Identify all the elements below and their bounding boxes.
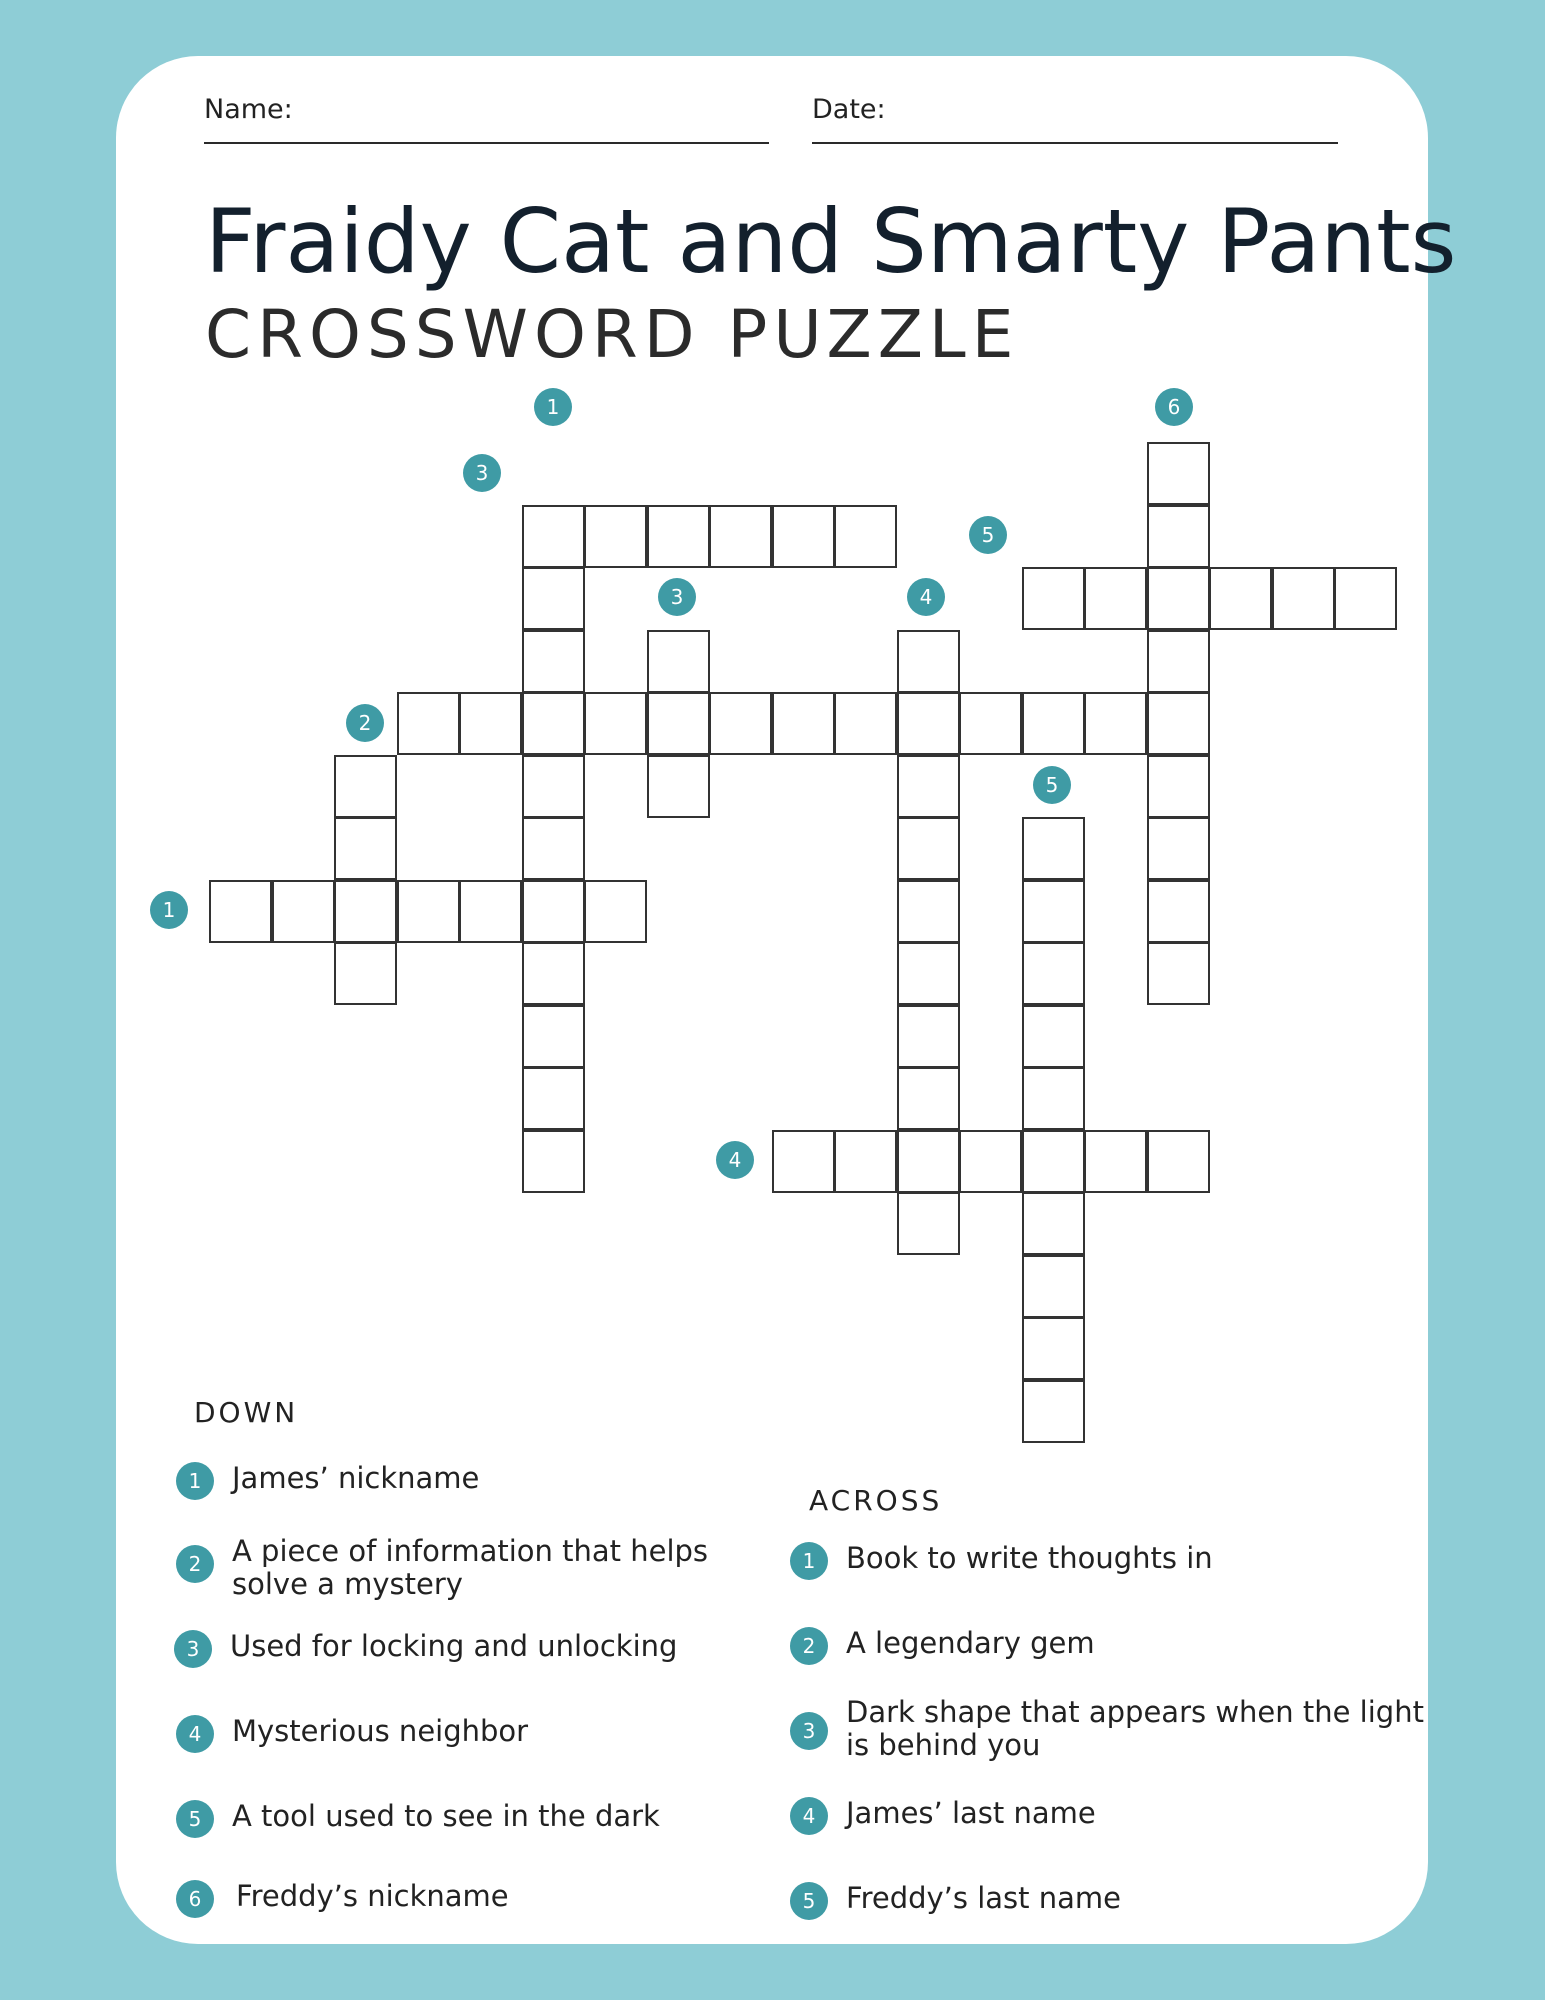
across-clue-number: 2 [790, 1627, 828, 1665]
grid-cell[interactable] [647, 630, 710, 693]
down-clue-number: 5 [176, 1800, 214, 1838]
grid-cell[interactable] [1022, 567, 1085, 630]
grid-cell[interactable] [709, 505, 772, 568]
grid-cell[interactable] [1334, 567, 1397, 630]
grid-number-across-5: 5 [969, 516, 1007, 554]
name-label: Name: [204, 94, 293, 125]
grid-cell[interactable] [834, 692, 897, 755]
grid-cell[interactable] [772, 1130, 835, 1193]
across-clue-number: 4 [790, 1797, 828, 1835]
grid-cell[interactable] [897, 942, 960, 1005]
grid-number-down-5: 5 [1033, 766, 1071, 804]
down-clue-text: A tool used to see in the dark [232, 1799, 660, 1833]
grid-cell[interactable] [897, 1130, 960, 1193]
down-clue-text: James’ nickname [232, 1461, 480, 1495]
grid-cell[interactable] [522, 880, 585, 943]
grid-cell[interactable] [522, 692, 585, 755]
grid-cell[interactable] [1022, 1255, 1085, 1318]
grid-cell[interactable] [459, 692, 522, 755]
grid-cell[interactable] [1209, 567, 1272, 630]
grid-cell[interactable] [1022, 1192, 1085, 1255]
grid-number-down-1: 1 [534, 388, 572, 426]
grid-cell[interactable] [834, 1130, 897, 1193]
down-clue-text: A piece of information that helps solve a mystery [232, 1534, 709, 1601]
down-clue-number: 1 [176, 1462, 214, 1500]
grid-cell[interactable] [209, 880, 272, 943]
grid-cell[interactable] [897, 1192, 960, 1255]
grid-cell[interactable] [834, 505, 897, 568]
grid-cell[interactable] [1022, 1380, 1085, 1443]
grid-cell[interactable] [459, 880, 522, 943]
grid-cell[interactable] [1147, 692, 1210, 755]
grid-cell[interactable] [334, 942, 397, 1005]
across-clue-text: James’ last name [846, 1796, 1096, 1830]
across-clue-text: Book to write thoughts in [846, 1541, 1213, 1575]
grid-cell[interactable] [1147, 817, 1210, 880]
grid-cell[interactable] [1272, 567, 1335, 630]
grid-cell[interactable] [1022, 1130, 1085, 1193]
grid-cell[interactable] [897, 880, 960, 943]
grid-cell[interactable] [1022, 1067, 1085, 1130]
grid-cell[interactable] [1084, 1130, 1147, 1193]
grid-cell[interactable] [1022, 942, 1085, 1005]
grid-cell[interactable] [522, 755, 585, 818]
grid-cell[interactable] [522, 1005, 585, 1068]
grid-number-across-4: 4 [716, 1141, 754, 1179]
grid-cell[interactable] [1147, 1130, 1210, 1193]
puzzle-title: Fraidy Cat and Smarty Pants [205, 190, 1457, 293]
puzzle-subtitle: CROSSWORD PUZZLE [205, 296, 1020, 373]
grid-cell[interactable] [647, 755, 710, 818]
grid-cell[interactable] [522, 567, 585, 630]
grid-number-down-6: 6 [1155, 388, 1193, 426]
grid-cell[interactable] [522, 1130, 585, 1193]
grid-cell[interactable] [1147, 880, 1210, 943]
grid-cell[interactable] [334, 880, 397, 943]
grid-cell[interactable] [522, 1067, 585, 1130]
grid-cell[interactable] [334, 817, 397, 880]
grid-cell[interactable] [584, 505, 647, 568]
down-clue-number: 4 [176, 1715, 214, 1753]
down-clue-number: 2 [176, 1545, 214, 1583]
grid-cell[interactable] [1084, 692, 1147, 755]
grid-cell[interactable] [709, 692, 772, 755]
grid-cell[interactable] [1084, 567, 1147, 630]
across-clue-text: Freddy’s last name [846, 1881, 1121, 1915]
grid-cell[interactable] [584, 880, 647, 943]
grid-cell[interactable] [897, 630, 960, 693]
grid-number-down-3: 3 [658, 578, 696, 616]
grid-cell[interactable] [897, 1005, 960, 1068]
across-clue-text: A legendary gem [846, 1626, 1095, 1660]
down-heading: DOWN [194, 1396, 299, 1429]
grid-cell[interactable] [1147, 567, 1210, 630]
grid-cell[interactable] [959, 692, 1022, 755]
grid-cell[interactable] [397, 880, 460, 943]
grid-cell[interactable] [1022, 692, 1085, 755]
down-clue-text: Mysterious neighbor [232, 1714, 529, 1748]
grid-cell[interactable] [522, 630, 585, 693]
grid-cell[interactable] [1022, 817, 1085, 880]
grid-cell[interactable] [522, 817, 585, 880]
grid-cell[interactable] [897, 755, 960, 818]
grid-cell[interactable] [522, 505, 585, 568]
grid-cell[interactable] [897, 1067, 960, 1130]
grid-cell[interactable] [1022, 1005, 1085, 1068]
grid-number-down-4: 4 [907, 578, 945, 616]
grid-cell[interactable] [1022, 1317, 1085, 1380]
down-clue-text: Used for locking and unlocking [230, 1629, 678, 1663]
across-clue-number: 3 [790, 1712, 828, 1750]
grid-cell[interactable] [1147, 942, 1210, 1005]
grid-cell[interactable] [584, 692, 647, 755]
grid-cell[interactable] [772, 692, 835, 755]
down-clue-number: 6 [176, 1880, 214, 1918]
grid-cell[interactable] [1147, 505, 1210, 568]
across-clue-number: 5 [790, 1882, 828, 1920]
down-clue-number: 3 [174, 1630, 212, 1668]
grid-cell[interactable] [1022, 880, 1085, 943]
grid-number-across-3: 3 [463, 454, 501, 492]
grid-cell[interactable] [522, 942, 585, 1005]
grid-cell[interactable] [1147, 755, 1210, 818]
grid-cell[interactable] [272, 880, 335, 943]
grid-cell[interactable] [334, 755, 397, 818]
grid-cell[interactable] [647, 692, 710, 755]
grid-cell[interactable] [1147, 630, 1210, 693]
grid-cell[interactable] [897, 817, 960, 880]
grid-cell[interactable] [397, 692, 460, 755]
down-clue-text: Freddy’s nickname [236, 1879, 509, 1913]
date-label: Date: [812, 94, 886, 125]
across-clue-number: 1 [790, 1542, 828, 1580]
grid-cell[interactable] [897, 692, 960, 755]
across-heading: ACROSS [809, 1484, 943, 1517]
grid-cell[interactable] [959, 1130, 1022, 1193]
grid-cell[interactable] [1147, 442, 1210, 505]
grid-cell[interactable] [772, 505, 835, 568]
across-clue-text: Dark shape that appears when the light is behind you [846, 1695, 1424, 1762]
grid-number-2: 2 [346, 704, 384, 742]
grid-number-across-1: 1 [150, 891, 188, 929]
grid-cell[interactable] [647, 505, 710, 568]
